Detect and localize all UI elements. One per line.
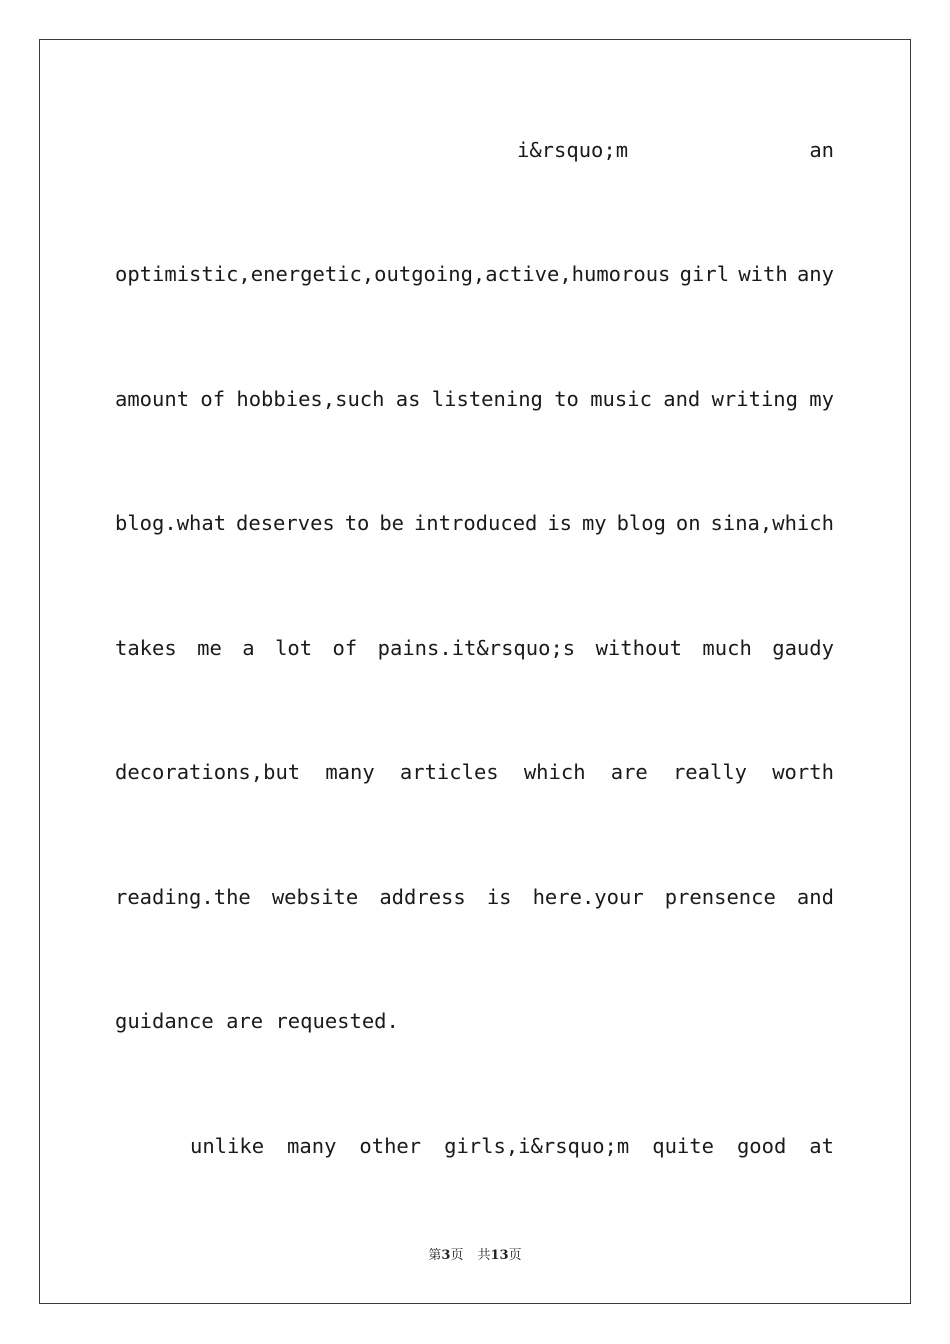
word: hobbies,such bbox=[236, 387, 385, 411]
footer-total-suffix: 页 bbox=[508, 1248, 522, 1263]
word: are bbox=[610, 760, 648, 784]
word: my bbox=[581, 511, 607, 535]
word: many bbox=[325, 760, 375, 784]
word: amount bbox=[115, 387, 190, 411]
word: is bbox=[486, 885, 512, 909]
word: quite bbox=[652, 1134, 714, 1158]
word: address bbox=[379, 885, 466, 909]
word: pains.it&rsquo;s bbox=[377, 636, 576, 660]
footer-total-prefix: 共 bbox=[477, 1248, 491, 1263]
word: me bbox=[197, 636, 222, 660]
text-line bbox=[115, 508, 834, 538]
word: writing bbox=[711, 387, 798, 411]
word: at bbox=[809, 1134, 834, 1158]
word: blog.what bbox=[115, 511, 227, 535]
word: other bbox=[359, 1134, 422, 1158]
text-line bbox=[115, 384, 834, 414]
word: sina,which bbox=[710, 511, 834, 535]
word: gaudy bbox=[772, 636, 834, 660]
word: is bbox=[547, 511, 573, 535]
text-line bbox=[190, 1131, 834, 1161]
word: takes bbox=[115, 636, 177, 660]
word: be bbox=[379, 511, 405, 535]
word: articles bbox=[399, 760, 499, 784]
word: many bbox=[287, 1134, 337, 1158]
word: reading.the bbox=[115, 885, 251, 909]
word: to bbox=[554, 387, 579, 411]
word: as bbox=[395, 387, 421, 411]
word: really bbox=[672, 760, 748, 784]
word: girl bbox=[679, 262, 730, 286]
word: lot bbox=[275, 636, 313, 660]
word: worth bbox=[772, 760, 834, 784]
word: guidance are requested. bbox=[115, 1009, 399, 1033]
word: and bbox=[663, 387, 701, 411]
text-line bbox=[115, 1006, 834, 1036]
word: of bbox=[200, 387, 226, 411]
word: to bbox=[344, 511, 370, 535]
footer-page-suffix: 页 bbox=[450, 1248, 464, 1263]
word: with bbox=[738, 262, 788, 286]
word: decorations,but bbox=[115, 760, 301, 784]
word: here.your bbox=[532, 885, 644, 909]
word: girls,i&rsquo;m bbox=[444, 1134, 630, 1158]
word: a bbox=[242, 636, 255, 660]
footer-total-pages: 13 bbox=[490, 1248, 509, 1263]
word: deserves bbox=[236, 511, 335, 535]
word: of bbox=[332, 636, 358, 660]
text-line bbox=[115, 259, 834, 289]
word: any bbox=[796, 262, 834, 286]
page-border bbox=[39, 39, 911, 1304]
footer-page-prefix: 第 bbox=[428, 1248, 442, 1263]
word: blog bbox=[616, 511, 666, 535]
word: music bbox=[590, 387, 652, 411]
word: without bbox=[595, 636, 682, 660]
text-line bbox=[115, 882, 834, 912]
word: prensence bbox=[664, 885, 776, 909]
word: unlike bbox=[190, 1134, 265, 1158]
word: an bbox=[809, 138, 834, 162]
page-footer bbox=[0, 1246, 950, 1266]
word: good bbox=[736, 1134, 787, 1158]
word: introduced bbox=[413, 511, 538, 535]
word: and bbox=[796, 885, 834, 909]
text-line bbox=[115, 757, 834, 787]
word: optimistic,energetic,outgoing,active,humorous bbox=[115, 262, 671, 286]
text-line bbox=[517, 135, 834, 165]
word: i&rsquo;m bbox=[517, 138, 629, 162]
footer-page-number: 3 bbox=[441, 1248, 451, 1263]
word: listening bbox=[431, 387, 543, 411]
word: website bbox=[271, 885, 359, 909]
word: my bbox=[809, 387, 834, 411]
text-line bbox=[115, 633, 834, 663]
word: which bbox=[523, 760, 586, 784]
word: much bbox=[702, 636, 752, 660]
word: on bbox=[675, 511, 701, 535]
